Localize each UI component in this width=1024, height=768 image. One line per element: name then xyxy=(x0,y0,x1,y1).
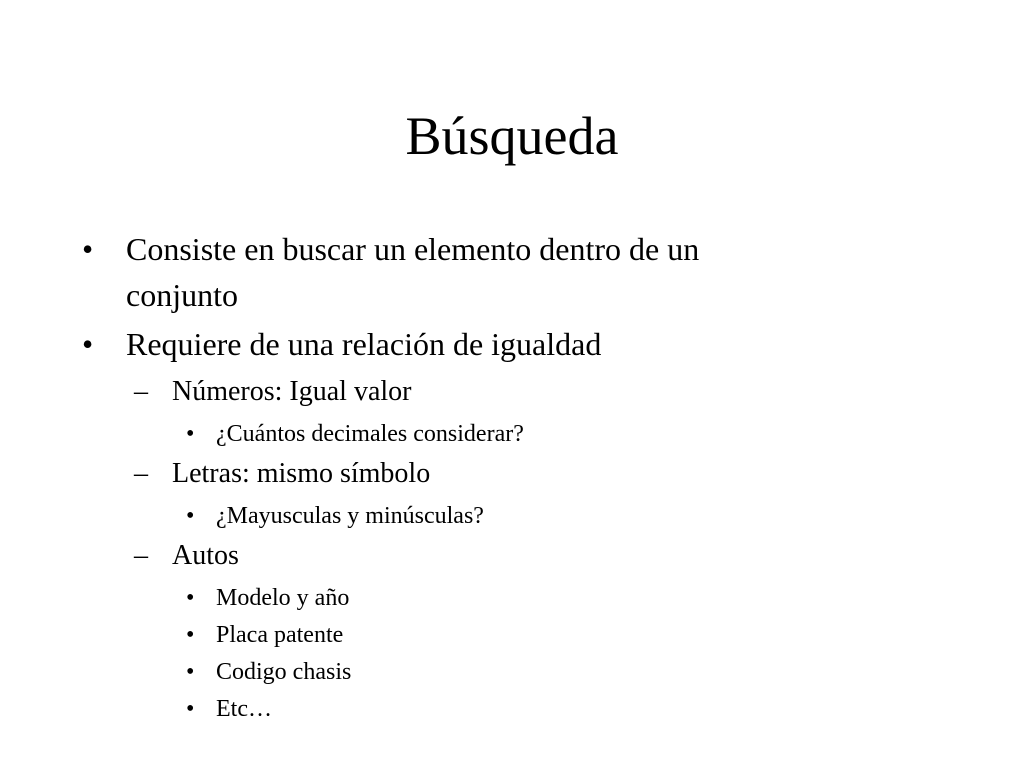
sub-sub-bullet-item xyxy=(186,583,826,613)
sub-sub-bullet-text: ¿Cuántos decimales considerar? xyxy=(216,421,524,447)
slide-title: Búsqueda xyxy=(405,106,619,166)
bullet-marker: • xyxy=(82,326,94,362)
bullet-marker: • xyxy=(186,421,195,447)
bullet-marker: • xyxy=(186,622,195,648)
dash-marker: – xyxy=(134,376,148,407)
bullet-marker: • xyxy=(186,585,195,611)
sub-bullet-item xyxy=(134,538,834,574)
bullet-text: Requiere de una relación de igualdad xyxy=(126,326,602,362)
sub-bullet-item xyxy=(134,456,834,492)
sub-sub-bullet-text: Codigo chasis xyxy=(216,659,352,685)
sub-bullet-text: Números: Igual valor xyxy=(172,376,412,407)
dash-marker: – xyxy=(134,540,148,571)
sub-sub-bullet-item xyxy=(186,657,826,687)
sub-sub-bullet-item xyxy=(186,419,826,449)
sub-bullet-text: Autos xyxy=(172,540,239,571)
sub-sub-bullet-text: Etc… xyxy=(216,696,272,722)
sub-sub-bullet-item xyxy=(186,501,826,531)
sub-sub-bullet-text: Modelo y año xyxy=(216,585,350,611)
bullet-item xyxy=(82,321,902,367)
bullet-text-line-1: Consiste en buscar un elemento dentro de un xyxy=(126,231,700,267)
sub-sub-bullet-text: Placa patente xyxy=(216,622,344,648)
sub-sub-bullet-text: ¿Mayusculas y minúsculas? xyxy=(216,503,484,529)
bullet-marker: • xyxy=(186,503,195,529)
sub-bullet-item xyxy=(134,374,834,410)
dash-marker: – xyxy=(134,458,148,489)
bullet-marker: • xyxy=(186,696,195,722)
bullet-item xyxy=(82,226,902,318)
bullet-marker: • xyxy=(186,659,195,685)
bullet-marker: • xyxy=(82,231,94,267)
bullet-text-line-2: conjunto xyxy=(126,277,238,313)
sub-sub-bullet-item xyxy=(186,694,826,724)
sub-bullet-text: Letras: mismo símbolo xyxy=(172,458,431,489)
sub-sub-bullet-item xyxy=(186,620,826,650)
